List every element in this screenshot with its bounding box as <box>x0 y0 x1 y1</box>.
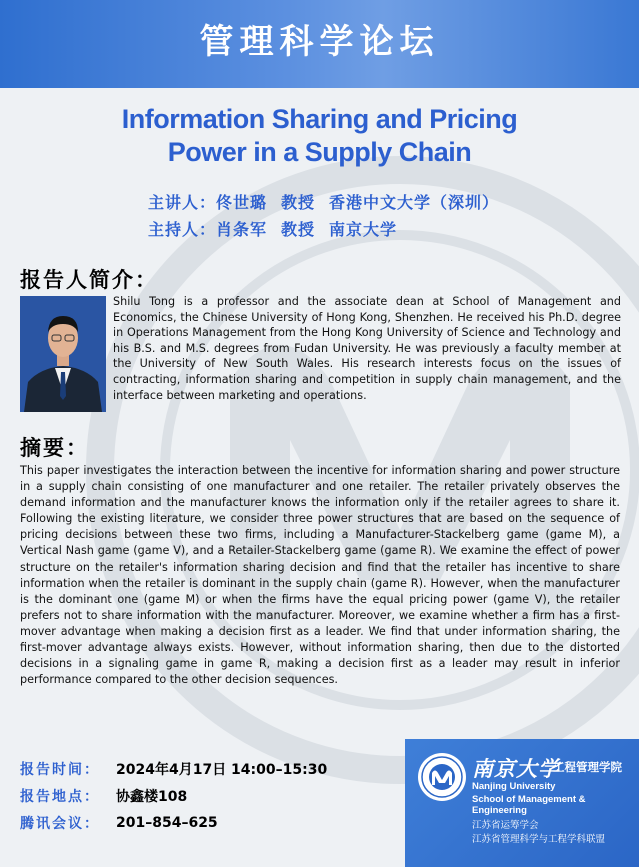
school-name-en: School of Management & Engineering <box>472 794 586 816</box>
school-name-cn: 工程管理学院 <box>553 760 622 774</box>
organizer-1: 江苏省运筹学会 <box>472 820 539 831</box>
place-value: 协鑫楼108 <box>116 788 188 805</box>
abstract-heading: 摘要： <box>20 436 89 460</box>
talk-title <box>0 103 639 169</box>
host-line <box>148 217 411 240</box>
bio-heading: 报告人简介： <box>20 268 158 292</box>
header-banner <box>0 0 639 88</box>
speaker-photo <box>20 296 106 412</box>
speaker-label: 主讲人： <box>148 193 217 212</box>
host-name: 肖条军 <box>216 220 268 239</box>
speaker-portrait-icon <box>20 296 106 412</box>
bio-text: Shilu Tong is a professor and the associate dean at School of Management and Economics, the Chinese University of Hong Kong, Shenzhen. He received his Ph.D. degree in Operations Management from the Hong Kong University of Science and Technology and his B.S. and M.S. degrees from Fudan University. He was previously a faculty member at the University of New South Wales. His research interests focus on the issues of contracting, information sharing and competition in supply chain management, and the interface between marketing and operations. <box>113 295 621 402</box>
meeting-value: 201–854–625 <box>116 814 218 831</box>
forum-title: 管理科学论坛 <box>199 22 440 62</box>
university-seal-icon <box>417 752 467 802</box>
time-label: 报告时间： <box>20 761 100 778</box>
place-row <box>20 782 327 809</box>
meeting-row <box>20 809 327 836</box>
speaker-line <box>148 190 513 213</box>
university-name-en: Nanjing University <box>472 781 556 792</box>
place-label: 报告地点： <box>20 788 100 805</box>
time-row <box>20 755 327 782</box>
meeting-label: 腾讯会议： <box>20 815 100 832</box>
footer-logo-panel <box>405 739 639 867</box>
speaker-affiliation: 香港中文大学（深圳） <box>329 193 500 212</box>
university-name-cn: 南京大学 <box>472 756 560 781</box>
speaker-title: 教授 <box>281 193 316 212</box>
speaker-name: 佟世璐 <box>216 193 268 212</box>
organizer-2: 江苏省管理科学与工程学科联盟 <box>472 834 606 845</box>
time-value: 2024年4月17日 14:00–15:30 <box>116 761 328 778</box>
host-title: 教授 <box>281 220 316 239</box>
host-label: 主持人： <box>148 220 217 239</box>
host-affiliation: 南京大学 <box>329 220 398 239</box>
talk-title-line1: Information Sharing and Pricing <box>121 104 518 134</box>
talk-title-line2: Power in a Supply Chain <box>167 137 472 167</box>
abstract-text: This paper investigates the interaction between the incentive for information sharing and power structure in a supply chain consisting of one manufacturer and one retailer. The retailer privately observes the demand information and the manufacturer knows the information only if the retailer agrees to share it. Following the existing literature, we consider three power structures that are based on the sequence of pricing decisions between these two firms, including a Manufacturer-Stackelberg game (game M), a Vertical Nash game (game V), and a Retailer-Stackelberg game (game R). We examine the effect of power structure on the retailer's information sharing decision and find that the retailer has incentive to share information when the retailer is dominant in the supply chain (game R). However, when the manufacturer is the dominant one (game M) or when the firms have the equal pricing power (game V), the retailer prefers not to share information with the manufacturer. Moreover, we examine whether a firm has a first-mover advantage when making a decision first as a leader. We find that under information sharing, the first-mover advantage always exists. However, without information sharing, then due to the distorted decisions in a signaling game in game R, making a decision first as a leader may result in inferior performance compared to the other decision sequences. <box>20 464 620 687</box>
event-details <box>20 755 327 836</box>
